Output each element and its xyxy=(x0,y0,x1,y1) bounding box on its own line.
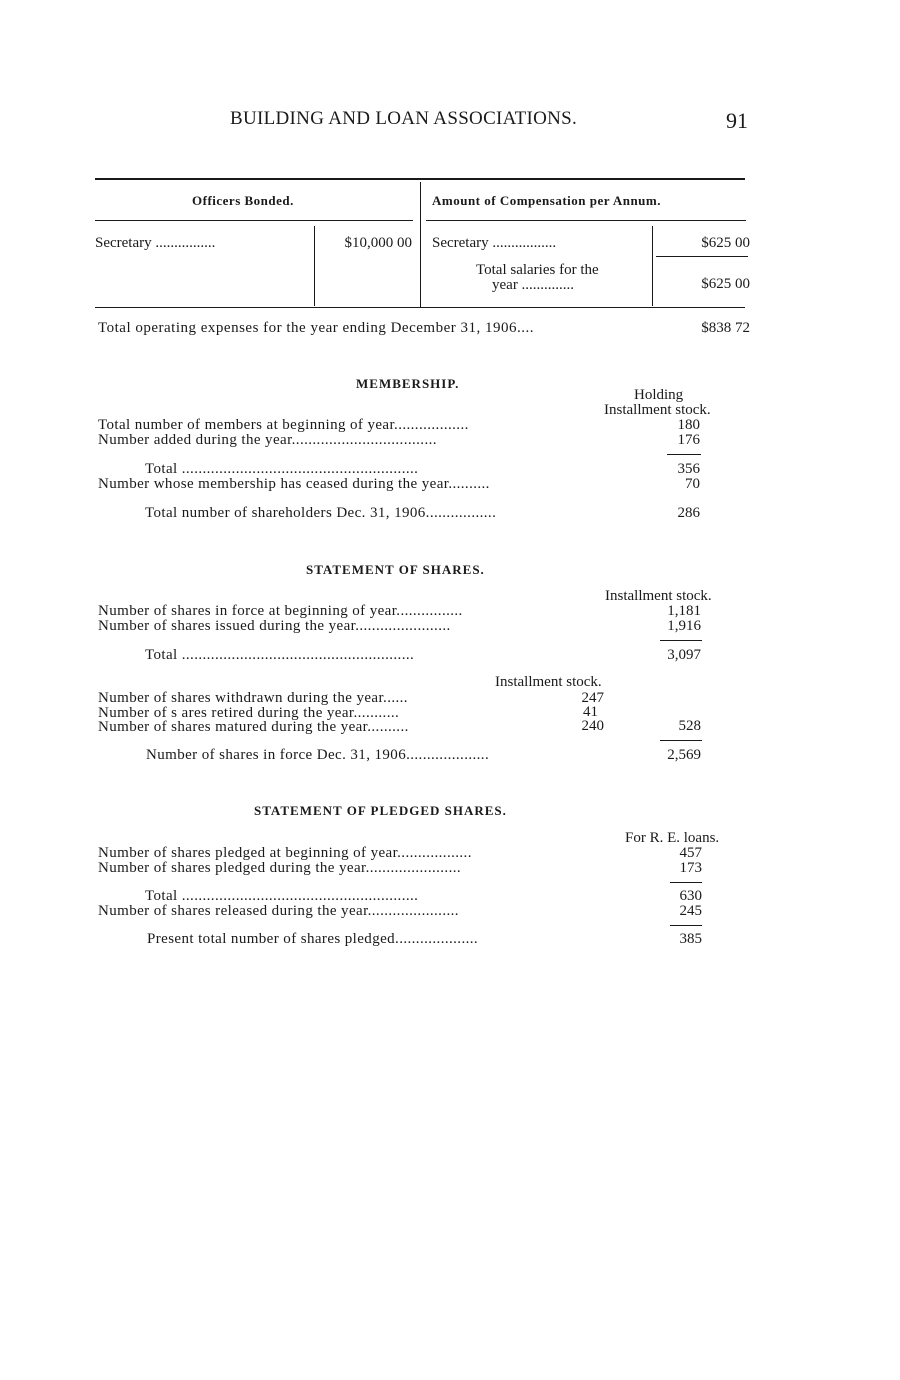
membership-title: MEMBERSHIP. xyxy=(356,376,460,391)
pledged-row-released: Number of shares released during the year...................... xyxy=(98,903,459,919)
shares-final-label: Number of shares in force Dec. 31, 1906.................... xyxy=(146,747,490,763)
shares-value-total: 3,097 xyxy=(667,647,701,663)
right-header-rule xyxy=(426,220,746,221)
shares-value-retired: 41 xyxy=(583,704,598,720)
membership-value-added: 176 xyxy=(677,432,700,448)
shares-row-retired: Number of s ares retired during the year........... xyxy=(98,705,400,721)
membership-col-head-1: Holding xyxy=(634,387,684,403)
shares-row-total: Total ........................................................ xyxy=(145,647,415,663)
shares-value-deducted-total: 528 xyxy=(678,718,701,734)
membership-value-begin: 180 xyxy=(677,417,700,433)
pledged-row-present: Present total number of shares pledged.................... xyxy=(147,931,479,947)
table-bottom-rule xyxy=(95,307,745,308)
membership-row-ceased: Number whose membership has ceased during the year.......... xyxy=(98,476,490,492)
pledged-value-begin: 457 xyxy=(679,845,702,861)
shares-value-matured: 240 xyxy=(581,718,604,734)
shares-title: STATEMENT OF SHARES. xyxy=(306,562,485,577)
membership-value-ceased: 70 xyxy=(685,476,700,492)
table-center-divider xyxy=(420,182,421,308)
shares-final-rule xyxy=(660,740,702,741)
shares-sum-rule xyxy=(660,640,702,641)
pledged-row-begin: Number of shares pledged at beginning of year.................. xyxy=(98,845,472,861)
membership-value-shareholders: 286 xyxy=(677,505,700,521)
shares-row-withdrawn: Number of shares withdrawn during the year...... xyxy=(98,690,408,706)
comp-amount: $625 00 xyxy=(701,235,750,251)
table-top-rule xyxy=(95,178,745,180)
pledged-sum-rule xyxy=(670,882,702,883)
page-number: 91 xyxy=(726,108,748,133)
pledged-value-present: 385 xyxy=(679,931,702,947)
shares-value-issued: 1,916 xyxy=(667,618,701,634)
total-salaries-line1: Total salaries for the xyxy=(476,262,599,278)
salary-sum-rule xyxy=(656,256,748,257)
pledged-title: STATEMENT OF PLEDGED SHARES. xyxy=(254,803,507,818)
membership-row-shareholders: Total number of shareholders Dec. 31, 1906................. xyxy=(145,505,497,521)
shares-value-begin: 1,181 xyxy=(667,603,701,619)
membership-row-begin: Total number of members at beginning of year.................. xyxy=(98,417,469,433)
pledged-value-during: 173 xyxy=(679,860,702,876)
shares-col-head: Installment stock. xyxy=(605,588,712,604)
bonded-officer-label: Secretary ................ xyxy=(95,235,216,251)
total-salaries-amount: $625 00 xyxy=(701,276,750,292)
left-header-rule xyxy=(95,220,413,221)
left-amount-divider xyxy=(314,226,315,306)
officers-bonded-heading: Officers Bonded. xyxy=(192,193,294,208)
shares-row-begin: Number of shares in force at beginning of year................ xyxy=(98,603,463,619)
shares-value-withdrawn: 247 xyxy=(581,690,604,706)
pledged-value-total: 630 xyxy=(679,888,702,904)
comp-officer-label: Secretary ................. xyxy=(432,235,557,251)
membership-value-total: 356 xyxy=(677,461,700,477)
shares-row-issued: Number of shares issued during the year....................... xyxy=(98,618,451,634)
pledged-value-released: 245 xyxy=(679,903,702,919)
membership-row-total: Total ......................................................... xyxy=(145,461,419,477)
running-header-title: BUILDING AND LOAN ASSOCIATIONS. xyxy=(230,108,578,129)
pledged-final-rule xyxy=(670,925,702,926)
pledged-col-head: For R. E. loans. xyxy=(625,830,720,846)
membership-row-added: Number added during the year................................... xyxy=(98,432,437,448)
bonded-amount: $10,000 00 xyxy=(344,235,412,251)
compensation-heading: Amount of Compensation per Annum. xyxy=(432,193,661,208)
pledged-row-total: Total ......................................................... xyxy=(145,888,419,904)
operating-expenses-label: Total operating expenses for the year ending December 31, 1906.... xyxy=(98,320,534,336)
shares-final-value: 2,569 xyxy=(667,747,701,763)
operating-expenses-amount: $838 72 xyxy=(701,320,750,336)
pledged-row-during: Number of shares pledged during the year....................... xyxy=(98,860,462,876)
shares-sub-head: Installment stock. xyxy=(495,674,602,690)
membership-sum-rule xyxy=(667,454,701,455)
membership-col-head-2: Installment stock. xyxy=(604,402,711,418)
shares-row-matured: Number of shares matured during the year.......... xyxy=(98,719,409,735)
total-salaries-line2: year .............. xyxy=(492,277,575,293)
right-amount-divider xyxy=(652,226,653,306)
